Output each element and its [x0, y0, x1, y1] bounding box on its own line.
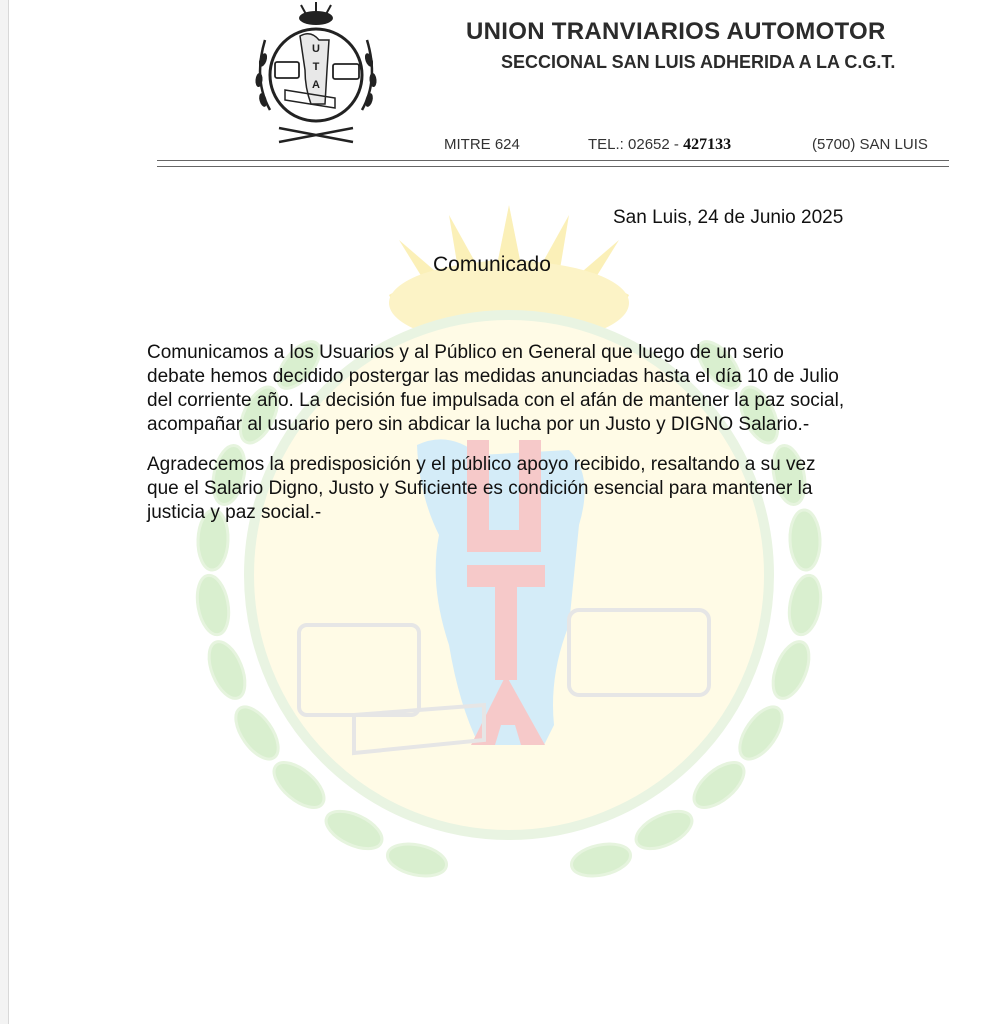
header-divider [157, 160, 949, 161]
uta-watermark-emblem [149, 205, 869, 925]
header-divider-secondary [157, 166, 949, 167]
body-paragraph: Comunicamos a los Usuarios y al Público en General que luego de un serio debate hemos decidido postergar las medidas anunciadas hasta el día 10 de Julio del corriente año. La decisión fue impulsada con el afán de mantener la paz social, acompañar al usuario pero sin abdicar la lucha por un Justo y DIGNO Salario.- [147, 342, 845, 435]
logo-letter-u: U [312, 43, 320, 55]
phone-text [588, 136, 731, 154]
city-text: (5700) SAN LUIS [812, 136, 928, 153]
phone-number: 427133 [683, 136, 732, 153]
logo-letter-t: T [312, 61, 320, 73]
letter-date: San Luis, 24 de Junio 2025 [613, 207, 844, 228]
letter-title: Comunicado [433, 253, 551, 276]
uta-logo-emblem [245, 0, 387, 148]
letter-body [147, 341, 847, 541]
phone-label: TEL.: 02652 - [588, 136, 684, 153]
organization-name: UNION TRANVIARIOS AUTOMOTOR [466, 18, 886, 45]
address-text: MITRE 624 [444, 136, 520, 153]
organization-subtitle: SECCIONAL SAN LUIS ADHERIDA A LA C.G.T. [501, 52, 896, 72]
body-paragraph: Agradecemos la predisposición y el público apoyo recibido, resaltando a su vez que el Salario Digno, Justo y Suficiente es condición esencial para mantener la justicia y paz social.- [147, 454, 816, 523]
letter-page [8, 0, 995, 1024]
logo-letter-a: A [312, 79, 320, 91]
